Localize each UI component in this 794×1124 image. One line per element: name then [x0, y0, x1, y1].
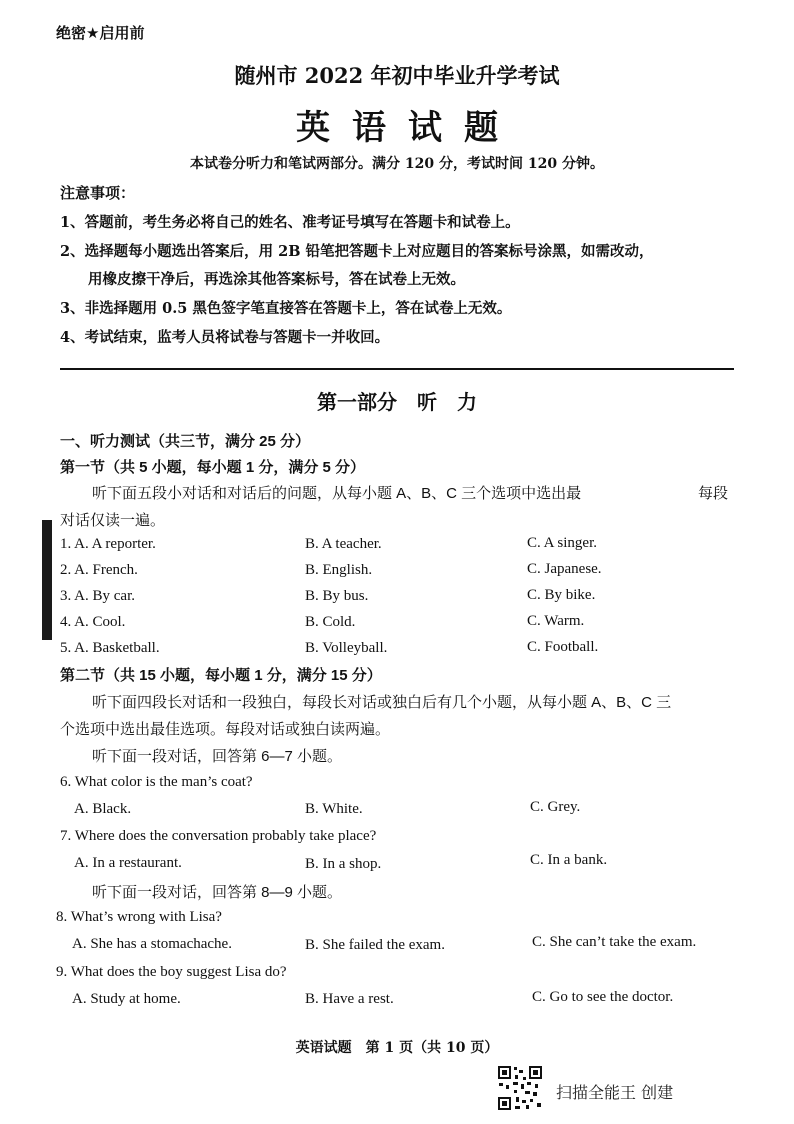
question-stem: 6. What color is the man’s coat?: [60, 774, 253, 790]
option-a: A. Study at home.: [72, 991, 181, 1007]
part-title: 第一部分 听 力: [317, 390, 477, 414]
option-a: 3. A. By car.: [60, 588, 135, 604]
option-c: C. She can’t take the exam.: [532, 934, 697, 950]
page-footer: 英语试题 第 1 页（共 10 页）: [295, 1040, 499, 1056]
question-stem: 8. What’s wrong with Lisa?: [56, 909, 222, 925]
section1-instruction-cont: 对话仅读一遍。: [60, 512, 166, 529]
option-c: C. Warm.: [527, 613, 585, 629]
option-a: A. Black.: [74, 801, 132, 817]
notice-item: 2、选择题每小题选出答案后，用 2B 铅笔把答题卡上对应题目的答案标号涂黑，如需改动，: [60, 243, 654, 260]
exam-intro: 本试卷分听力和笔试两部分。满分 120 分，考试时间 120 分钟。: [190, 156, 604, 172]
scan-margin-mark: [42, 520, 52, 640]
notice-heading: 注意事项：: [60, 184, 136, 202]
option-b: B. By bus.: [305, 588, 369, 604]
exam-title: 随州市 2022 年初中毕业升学考试: [234, 63, 560, 88]
notice-item: 4、考试结束，监考人员将试卷与答题卡一并收回。: [60, 329, 390, 346]
option-c: C. By bike.: [527, 587, 596, 603]
scanner-watermark: 扫描全能王 创建: [556, 1083, 674, 1102]
section2-heading: 第二节（共 15 小题，每小题 1 分，满分 15 分）: [60, 667, 382, 684]
section1-instruction-tail: 每段: [698, 485, 729, 502]
option-a: 1. A. A reporter.: [60, 536, 156, 552]
option-c: C. Japanese.: [527, 561, 602, 577]
dialog-instruction: 听下面一段对话，回答第 6—7 小题。: [92, 748, 343, 765]
option-a: 5. A. Basketball.: [60, 640, 160, 656]
option-c: C. A singer.: [527, 535, 598, 551]
option-a: A. She has a stomachache.: [72, 936, 232, 952]
subject-title: 英语试题: [296, 108, 520, 148]
section1-instruction: 听下面五段小对话和对话后的问题，从每小题 A、B、C 三个选项中选出最: [92, 485, 582, 502]
qr-code-icon: [497, 1065, 543, 1111]
section2-instruction-cont: 个选项中选出最佳选项。每段对话或独白读两遍。: [60, 721, 391, 738]
option-a: A. In a restaurant.: [74, 855, 182, 871]
section2-instruction: 听下面四段长对话和一段独白，每段长对话或独白后有几个小题，从每小题 A、B、C 三: [92, 694, 672, 711]
option-b: B. She failed the exam.: [305, 937, 445, 953]
option-a: 4. A. Cool.: [60, 614, 126, 630]
option-b: B. A teacher.: [305, 536, 382, 552]
option-b: B. In a shop.: [305, 856, 382, 872]
section1-heading: 第一节（共 5 小题，每小题 1 分，满分 5 分）: [60, 459, 366, 476]
option-c: C. Football.: [527, 639, 599, 655]
listening-heading: 一、听力测试（共三节，满分 25 分）: [60, 433, 311, 450]
option-b: B. English.: [305, 562, 373, 578]
question-stem: 7. Where does the conversation probably take place?: [60, 828, 377, 844]
dialog-instruction: 听下面一段对话，回答第 8—9 小题。: [92, 884, 343, 901]
notice-item-continued: 用橡皮擦干净后，再选涂其他答案标号，答在试卷上无效。: [88, 271, 465, 288]
option-b: B. White.: [305, 801, 363, 817]
option-c: C. In a bank.: [530, 852, 608, 868]
notice-item: 1、答题前，考生务必将自己的姓名、准考证号填写在答题卡和试卷上。: [60, 214, 520, 231]
option-a: 2. A. French.: [60, 562, 138, 578]
option-c: C. Go to see the doctor.: [532, 989, 674, 1005]
option-c: C. Grey.: [530, 799, 581, 815]
option-b: B. Cold.: [305, 614, 356, 630]
option-b: B. Volleyball.: [305, 640, 388, 656]
notice-item: 3、非选择题用 0.5 黑色签字笔直接答在答题卡上，答在试卷上无效。: [60, 300, 512, 317]
divider-rule: [60, 368, 734, 370]
confidential-label: 绝密★启用前: [56, 24, 145, 42]
question-stem: 9. What does the boy suggest Lisa do?: [56, 964, 287, 980]
option-b: B. Have a rest.: [305, 991, 394, 1007]
